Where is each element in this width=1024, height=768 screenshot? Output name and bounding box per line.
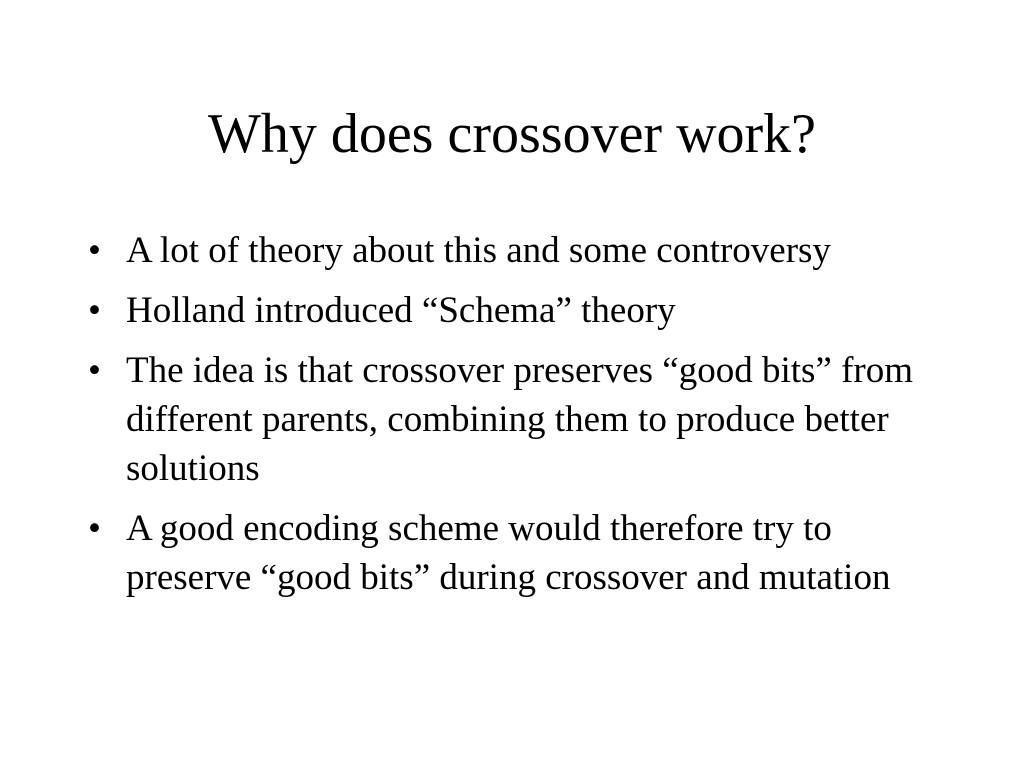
bullet-text: The idea is that crossover preserves “good bits” from different parents, combining them to produce better solutions [126,350,914,489]
bullet-item [84,504,964,602]
bullet-text: A lot of theory about this and some controversy [126,230,831,271]
bullet-list [84,226,964,613]
bullet-item [84,226,964,275]
bullet-item [84,286,964,335]
bullet-icon: • [88,290,101,331]
bullet-icon: • [88,350,101,391]
bullet-icon: • [88,508,101,549]
bullet-icon: • [88,230,101,271]
bullet-item [84,346,964,493]
slide-title: Why does crossover work? [207,103,817,165]
bullet-text: Holland introduced “Schema” theory [126,290,676,331]
bullet-text: A good encoding scheme would therefore try to preserve “good bits” during crossover and mutation [126,508,891,598]
